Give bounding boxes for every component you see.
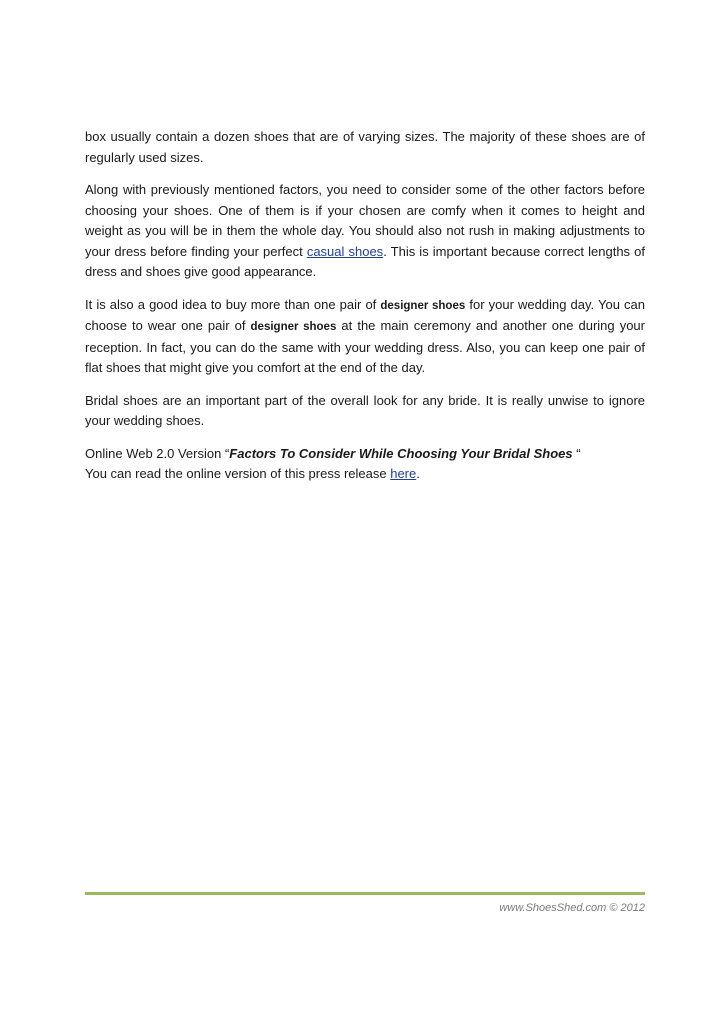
designer-shoes-bold: designer shoes [250, 321, 337, 333]
paragraph-text: You can read the online version of this press release [85, 466, 391, 481]
paragraph-text: . This is important because correct lengths of dress and shoes give good appearance. [85, 243, 645, 279]
footer-rule [85, 892, 645, 895]
paragraph-designer-shoes [85, 295, 645, 379]
paragraph-text: Along with previously mentioned factors, you need to consider some of the other factors before choosing your shoes. One of them is if your chosen are comfy when it comes to height and weight as you will be in them the whole day. You should also not rush in making adjustments to your dress before finding your perfect [85, 182, 645, 259]
paragraph-text: box usually contain a dozen shoes that are of varying sizes. The majority of these shoes are of regularly used sizes. [85, 129, 645, 165]
paragraph-text: “ [572, 445, 581, 461]
press-release-title: Factors To Consider While Choosing Your Bridal Shoes [229, 445, 573, 461]
paragraph-text: Bridal shoes are an important part of the overall look for any bride. It is really unwise to ignore your wedding shoes. [85, 392, 645, 428]
footer-text: www.ShoesShed.com © 2012 [499, 902, 645, 914]
paragraph-other-factors [85, 180, 645, 283]
paragraph-text: at the main ceremony and another one during your reception. In fact, you can do the same with your wedding dress. Also, you can keep one pair of flat shoes that might give you comfort at the end of the day. [85, 318, 645, 375]
body-text [85, 127, 645, 497]
paragraph-box-sizes [85, 127, 645, 168]
paragraph-read-online [85, 464, 645, 485]
paragraph-text: . [416, 466, 420, 481]
paragraph-bridal-shoes [85, 391, 645, 432]
paragraph-text: for your wedding day. You can choose to wear one pair of [85, 296, 645, 333]
paragraph-text: Online Web 2.0 Version “ [85, 445, 230, 461]
here-link[interactable]: here [390, 466, 417, 481]
designer-shoes-bold: designer shoes [380, 299, 466, 312]
paragraph-online-version [85, 444, 645, 465]
paragraph-text: It is also a good idea to buy more than one pair of [85, 296, 381, 312]
casual-shoes-link[interactable]: casual shoes [306, 243, 384, 259]
